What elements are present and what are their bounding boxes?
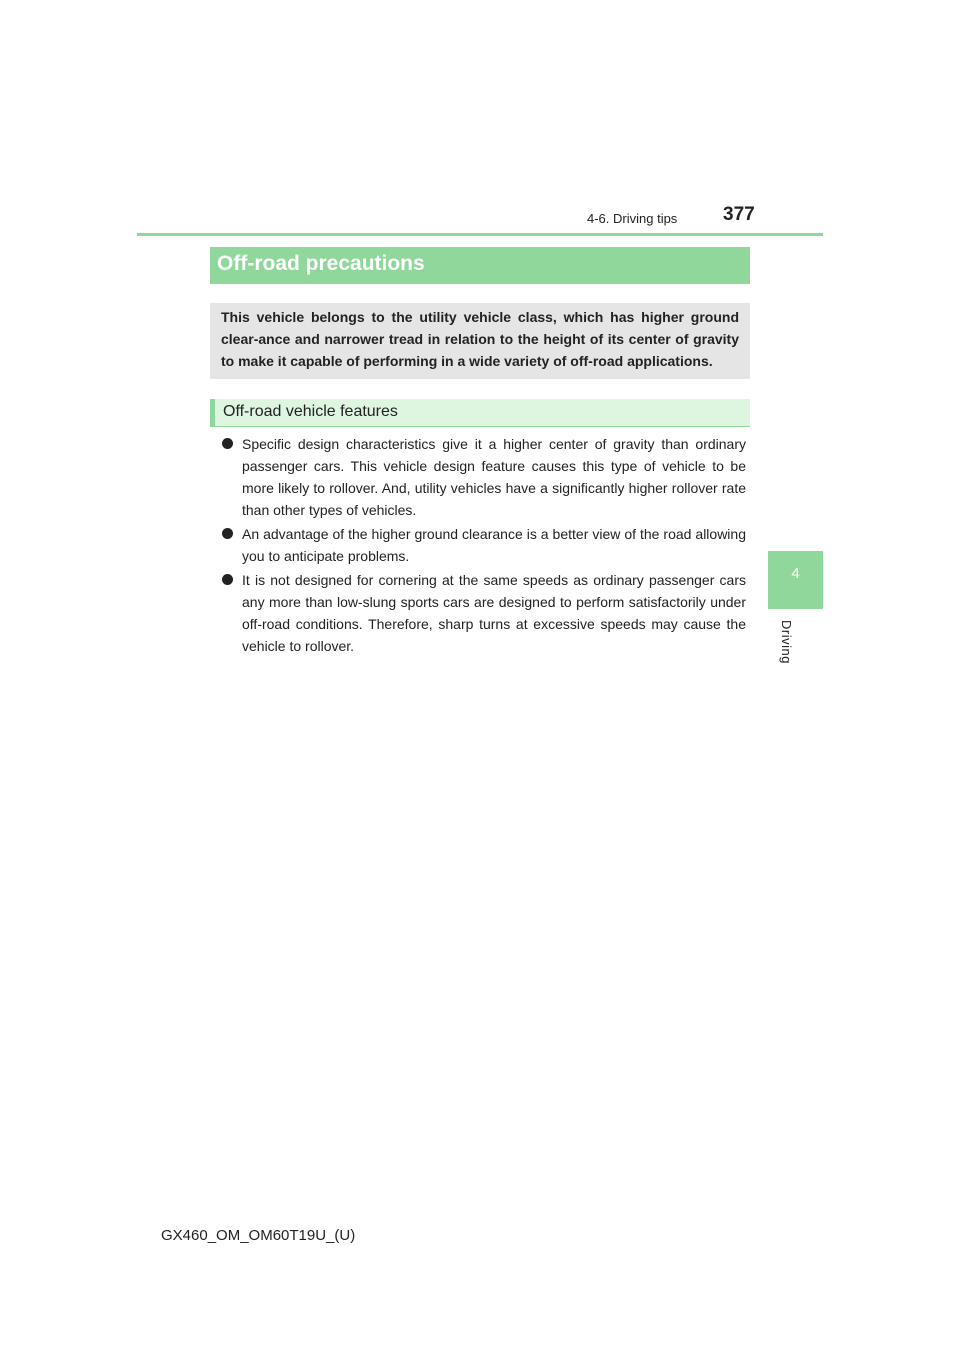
list-item — [222, 569, 746, 657]
list-item-text: It is not designed for cornering at the same speeds as ordinary passenger cars any more than low-slung sports cars are designed to perform satisfactorily under off-road conditions. Therefore, sharp turns at excessive speeds may cause the vehicle to rollover. — [242, 572, 746, 654]
chapter-tab-number: 4 — [791, 565, 800, 582]
list-item — [222, 433, 746, 521]
page-number: 377 — [723, 204, 755, 225]
list-item — [222, 523, 746, 567]
list-item-text: Specific design characteristics give it a higher center of gravity than ordinary passenger cars. This vehicle design feature causes this type of vehicle to be more likely to rollover. And, utility vehicles have a significantly higher rollover rate than other types of vehicles. — [242, 436, 746, 518]
section-title: Off-road precautions — [217, 252, 425, 275]
chapter-tab-label: Driving — [779, 620, 794, 664]
header-divider — [137, 233, 823, 236]
subsection-heading: Off-road vehicle features — [223, 403, 398, 420]
list-item-text: An advantage of the higher ground clearance is a better view of the road allowing you to anticipate problems. — [242, 526, 746, 564]
intro-box — [210, 303, 750, 379]
running-header-section: 4-6. Driving tips — [587, 211, 678, 226]
bullet-icon — [222, 574, 233, 585]
subsection-heading-accent — [210, 399, 215, 426]
document-code-footer: GX460_OM_OM60T19U_(U) — [161, 1227, 356, 1244]
bullet-icon — [222, 438, 233, 449]
subsection-heading-bar — [210, 399, 750, 427]
bullet-icon — [222, 528, 233, 539]
intro-text: This vehicle belongs to the utility vehicle class, which has higher ground clear-ance and narrower tread in relation to the height of its center of gravity to make it capable of performing in a wide variety of off-road applications. — [221, 309, 739, 369]
chapter-tab — [768, 551, 823, 609]
section-title-bar — [210, 247, 750, 284]
feature-list — [222, 433, 746, 659]
